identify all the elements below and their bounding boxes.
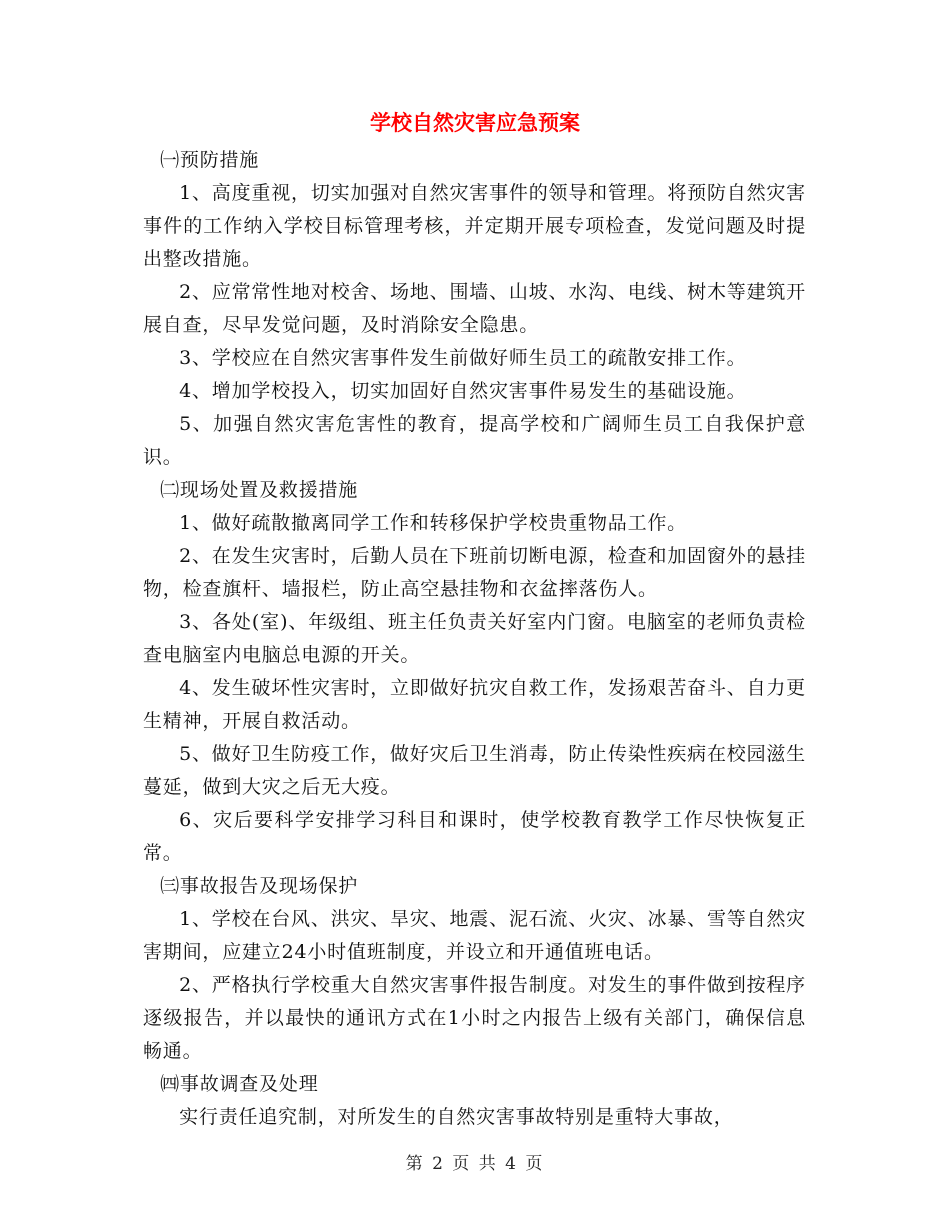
document-title: 学校自然灾害应急预案 bbox=[370, 111, 580, 135]
paragraph: 5、加强自然灾害危害性的教育，提高学校和广阔师生员工自我保护意识。 bbox=[143, 413, 806, 468]
paragraph: 4、发生破坏性灾害时，立即做好抗灾自救工作，发扬艰苦奋斗、自力更生精神，开展自救活动。 bbox=[143, 677, 806, 732]
paragraph: 1、高度重视，切实加强对自然灾害事件的领导和管理。将预防自然灾害事件的工作纳入学校目标管理考核，并定期开展专项检查，发觉问题及时提出整改措施。 bbox=[143, 182, 806, 270]
paragraph: 4、增加学校投入，切实加固好自然灾害事件易发生的基础设施。 bbox=[179, 380, 747, 402]
paragraph: 3、各处(室)、年级组、班主任负责关好室内门窗。电脑室的老师负责检查电脑室内电脑总电源的开关。 bbox=[143, 611, 806, 666]
paragraph: 5、做好卫生防疫工作，做好灾后卫生消毒，防止传染性疾病在校园滋生蔓延，做到大灾之后无大疫。 bbox=[143, 743, 806, 798]
section-heading-prevention: ㈠预防措施 bbox=[160, 149, 260, 171]
paragraph: 1、做好疏散撤离同学工作和转移保护学校贵重物品工作。 bbox=[179, 512, 687, 534]
paragraph: 3、学校应在自然灾害事件发生前做好师生员工的疏散安排工作。 bbox=[179, 347, 747, 369]
paragraph: 6、灾后要科学安排学习科目和课时，使学校教育教学工作尽快恢复正常。 bbox=[143, 809, 806, 864]
section-heading-reporting: ㈢事故报告及现场保护 bbox=[160, 875, 359, 897]
paragraph: 1、学校在台风、洪灾、旱灾、地震、泥石流、火灾、冰暴、雪等自然灾害期间，应建立24小时值班制度，并设立和开通值班电话。 bbox=[143, 908, 806, 963]
paragraph: 2、严格执行学校重大自然灾害事件报告制度。对发生的事件做到按程序逐级报告，并以最快的通讯方式在1小时之内报告上级有关部门，确保信息畅通。 bbox=[143, 974, 806, 1062]
paragraph: 2、在发生灾害时，后勤人员在下班前切断电源，检查和加固窗外的悬挂物，检查旗杆、墙报栏，防止高空悬挂物和衣盆摔落伤人。 bbox=[143, 545, 806, 600]
page-number-footer: 第 2 页 共 4 页 bbox=[405, 1154, 545, 1174]
paragraph: 2、应常常性地对校舍、场地、围墙、山坡、水沟、电线、树木等建筑开展自查，尽早发觉问题，及时消除安全隐患。 bbox=[143, 281, 806, 336]
document-body bbox=[143, 144, 806, 1134]
section-heading-investigation: ㈣事故调查及处理 bbox=[160, 1073, 319, 1095]
paragraph: 实行责任追究制，对所发生的自然灾害事故特别是重特大事故， bbox=[179, 1106, 734, 1128]
section-heading-response: ㈡现场处置及救援措施 bbox=[160, 479, 359, 501]
